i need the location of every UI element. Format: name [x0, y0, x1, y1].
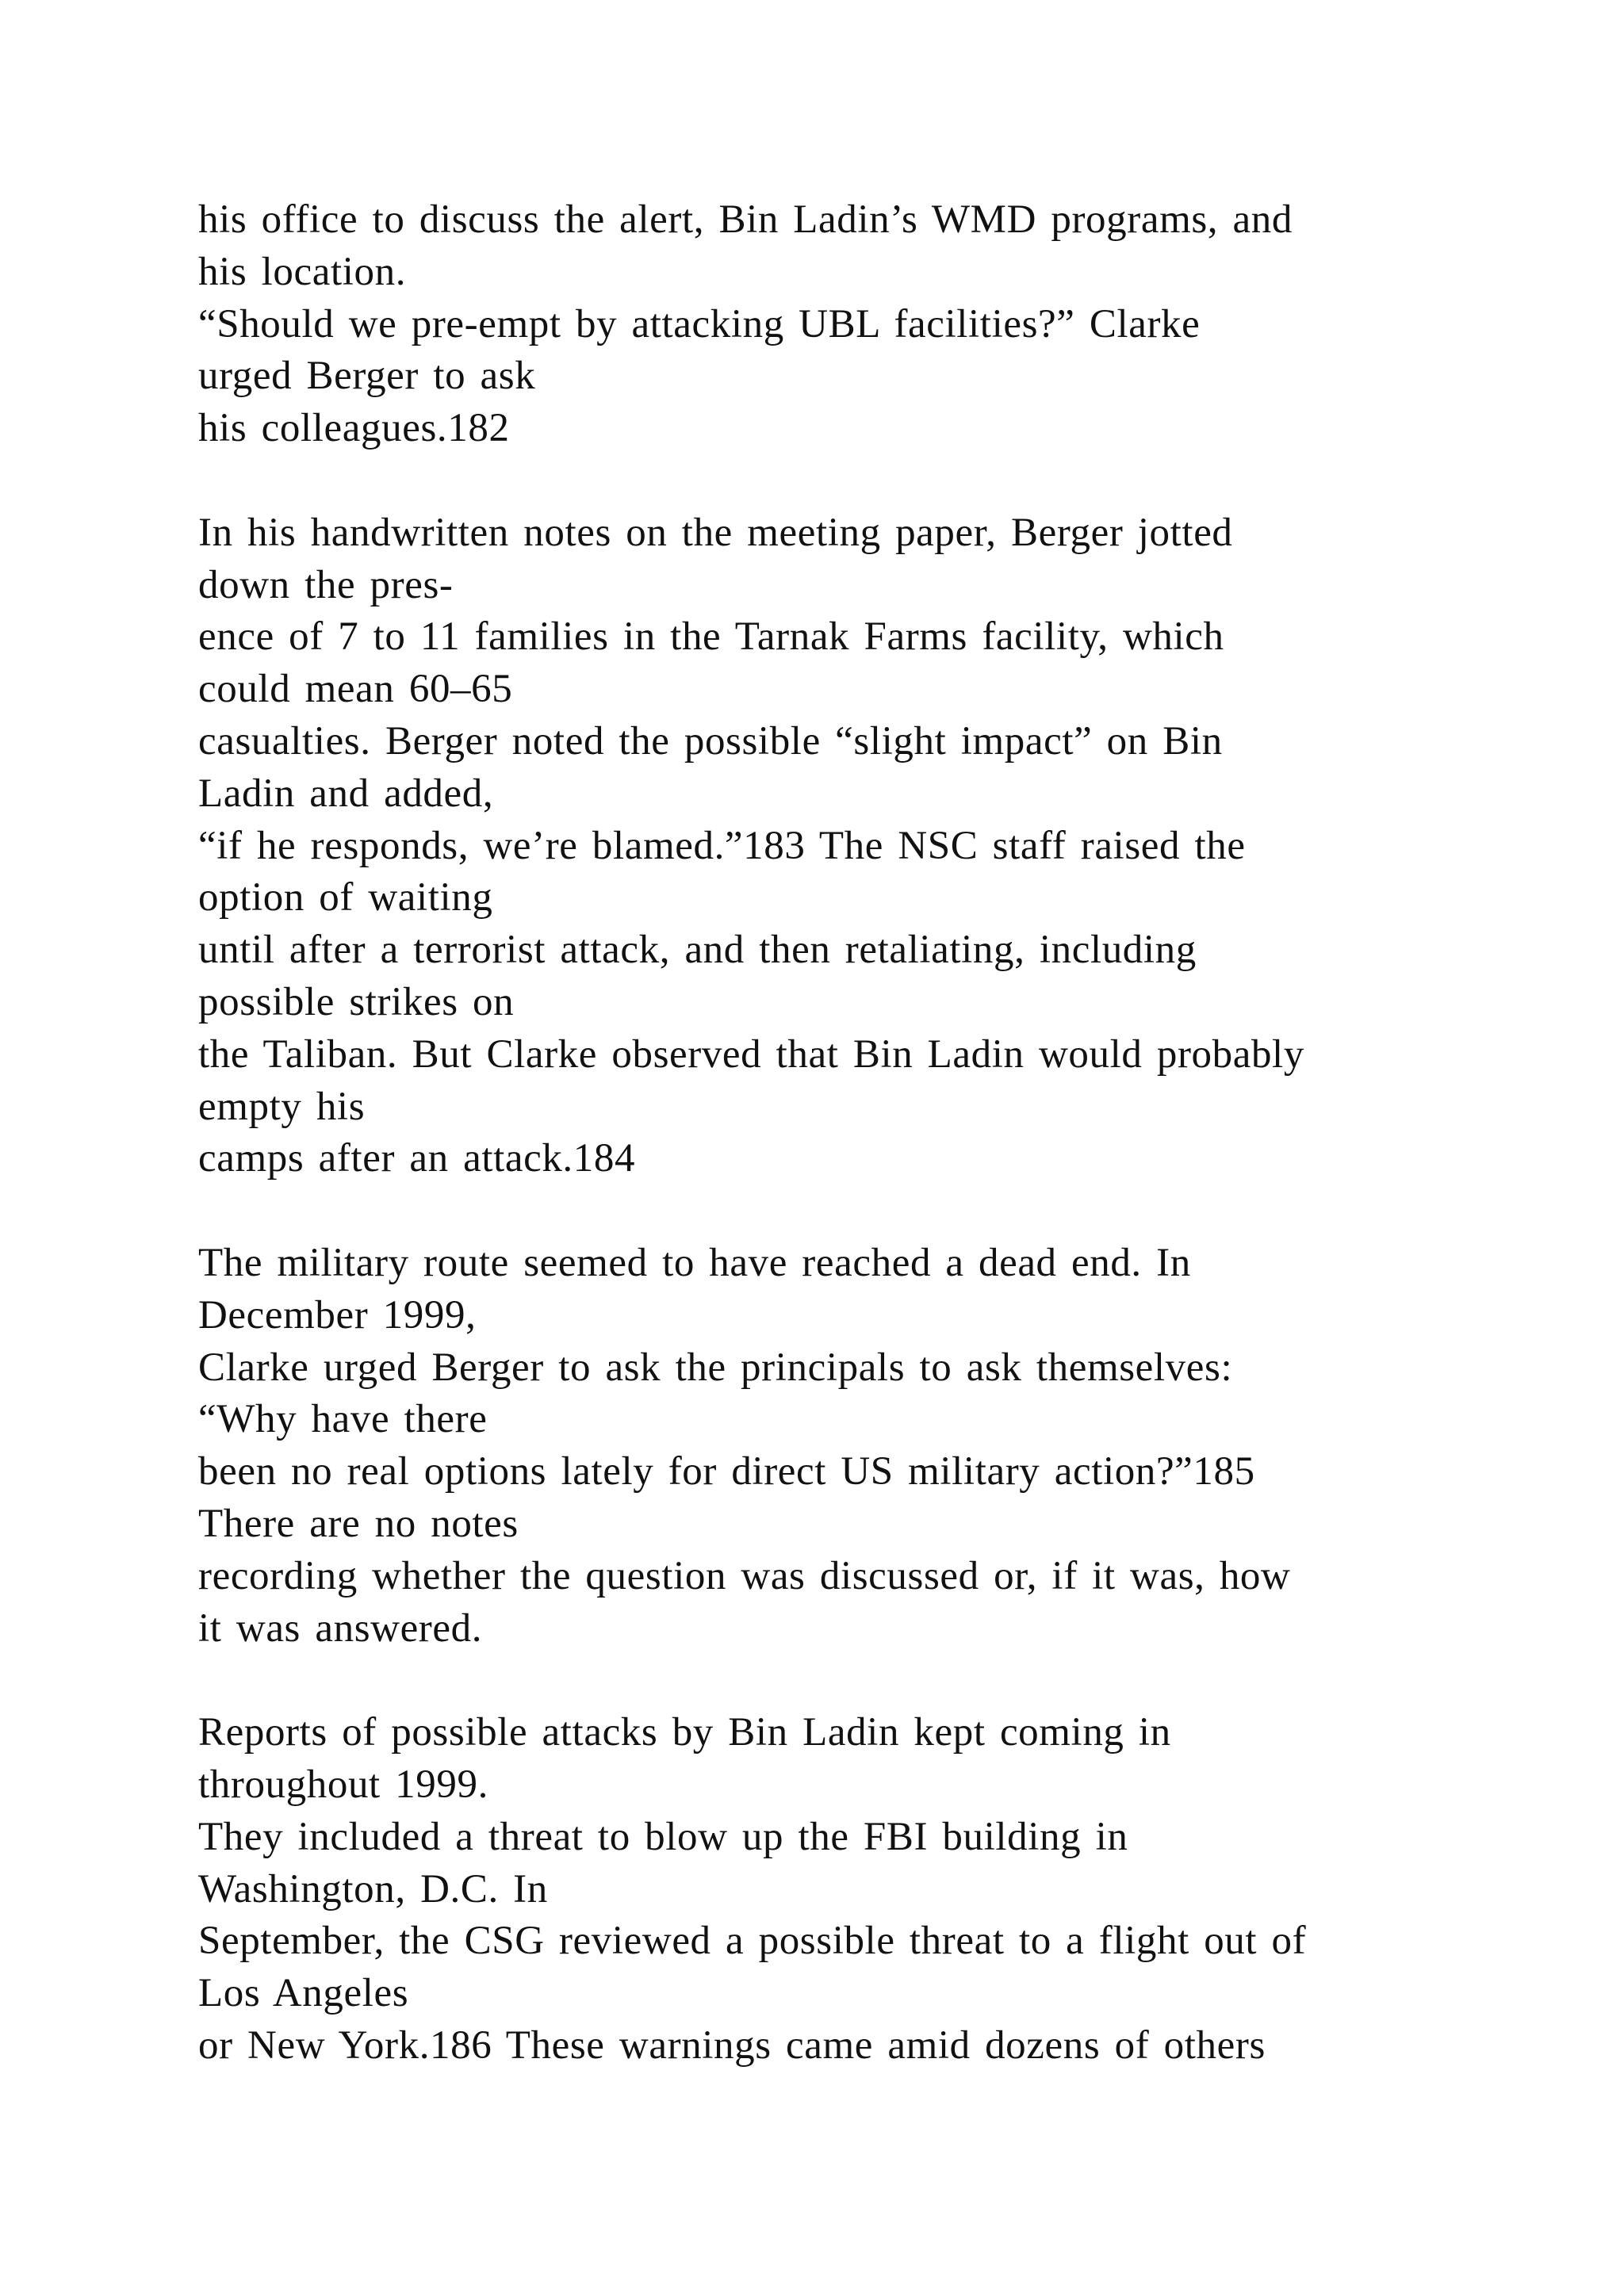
text-line: recording whether the question was discussed or, if it was, how: [198, 1553, 1291, 1598]
text-line: They included a threat to blow up the FBI building in: [198, 1814, 1128, 1859]
text-line: camps after an attack.184: [198, 1136, 636, 1181]
text-line: could mean 60–65: [198, 667, 513, 712]
text-line: until after a terrorist attack, and then retaliating, including: [198, 928, 1197, 973]
text-line: down the pres-: [198, 562, 454, 607]
body-text: [198, 194, 1507, 2072]
text-line: his location.: [198, 249, 407, 294]
paragraph-gap: [198, 1185, 1507, 1238]
text-line: “Should we pre-empt by attacking UBL facilities?” Clarke: [198, 301, 1201, 346]
paragraph-gap: [198, 455, 1507, 507]
text-line: There are no notes: [198, 1501, 519, 1546]
text-line: ence of 7 to 11 families in the Tarnak Farms facility, which: [198, 614, 1224, 660]
text-line: throughout 1999.: [198, 1762, 488, 1807]
text-line: In his handwritten notes on the meeting paper, Berger jotted: [198, 510, 1233, 555]
text-line: it was answered.: [198, 1605, 483, 1651]
text-line: Clarke urged Berger to ask the principals to ask themselves:: [198, 1345, 1233, 1390]
text-line: September, the CSG reviewed a possible threat to a flight out of: [198, 1919, 1307, 1964]
text-line: Ladin and added,: [198, 771, 494, 816]
text-line: possible strikes on: [198, 979, 515, 1024]
text-line: “Why have there: [198, 1397, 488, 1442]
text-line: Los Angeles: [198, 1971, 409, 2016]
text-line: his colleagues.182: [198, 406, 510, 451]
text-line: Reports of possible attacks by Bin Ladin kept coming in: [198, 1710, 1171, 1755]
paragraph-gap: [198, 1655, 1507, 1707]
text-line: December 1999,: [198, 1292, 477, 1337]
text-line: The military route seemed to have reached a dead end. In: [198, 1240, 1191, 1285]
text-line: Washington, D.C. In: [198, 1866, 548, 1911]
text-line: or New York.186 These warnings came amid dozens of others: [198, 2022, 1266, 2068]
text-line: urged Berger to ask: [198, 354, 536, 399]
text-line: “if he responds, we’re blamed.”183 The NSC staff raised the: [198, 823, 1246, 868]
text-line: been no real options lately for direct US military action?”185: [198, 1449, 1255, 1494]
text-line: empty his: [198, 1084, 366, 1129]
text-line: his office to discuss the alert, Bin Ladin’s WMD programs, and: [198, 197, 1293, 242]
text-line: the Taliban. But Clarke observed that Bin Ladin would probably: [198, 1031, 1304, 1077]
text-line: option of waiting: [198, 875, 493, 920]
text-line: casualties. Berger noted the possible “slight impact” on Bin: [198, 718, 1223, 763]
